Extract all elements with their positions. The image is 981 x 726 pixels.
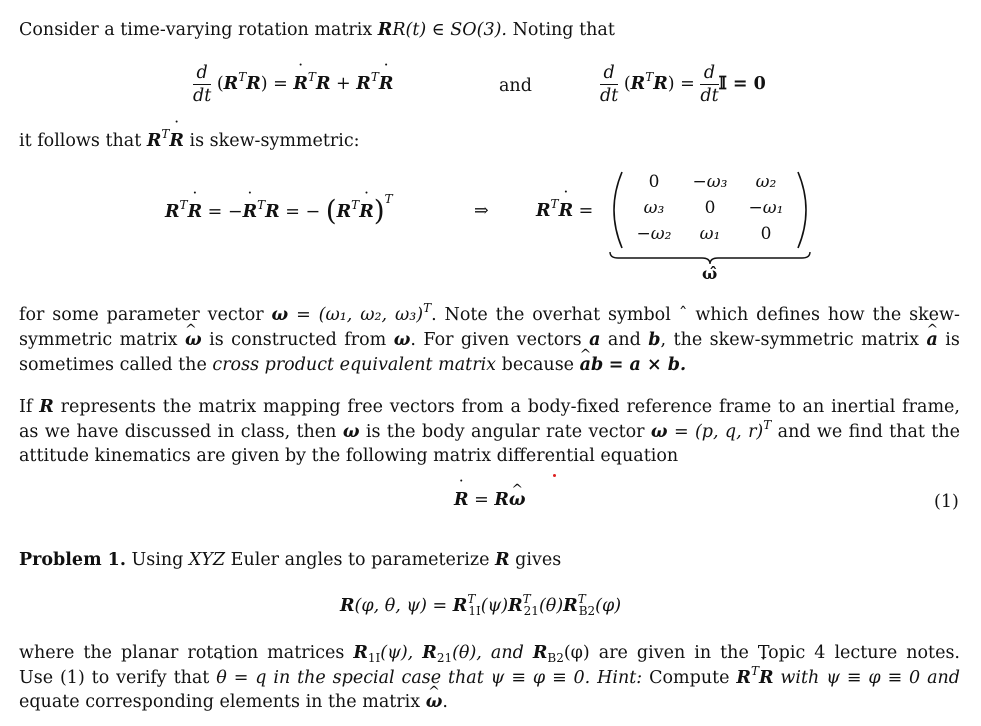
derivative-equation-left: $\frac{d}{dt}$ $(R^TR) = R$ ˙$^T$R + $R^TR$ ˙ <box>193 62 393 107</box>
problem-line: Problem 1. Using XYZ Euler angles to parameterize R gives <box>19 550 562 570</box>
skew-matrix-lhs: $R^TR$ ˙ = <box>536 199 593 223</box>
para2-line1: If R represents the matrix mapping free vectors from a body-fixed reference frame to an inertial frame, <box>19 397 960 417</box>
matrix-left-paren <box>614 172 622 248</box>
matrix-right-paren <box>798 172 806 248</box>
matrix-cell-2-2: 0 <box>704 198 716 218</box>
skew-lead: it follows that <box>19 131 142 151</box>
intro-R: R <box>377 20 393 40</box>
identity-zero: 𝕀 = 0 <box>718 74 766 94</box>
matrix-cell-2-1: ω₃ <box>643 198 665 218</box>
equation-number: (1) <box>934 492 959 512</box>
para2-line2: as we have discussed in class, then ω is the body angular rate vector ω = (p, q, r)$^T$ and we find that the <box>19 418 960 442</box>
matrix-cell-3-3: 0 <box>760 224 772 244</box>
skew-tail: is skew-symmetric: <box>189 131 360 151</box>
euler-equation: R(φ, θ, $\psi) = R^T_{1I}(\psi)R^T_{21}(\theta)R^T_{B2}(\varphi)$ <box>340 592 622 618</box>
matrix-cell-1-2: −ω₃ <box>692 172 728 192</box>
skew-equation: $R^TR$ ˙ = −R ˙$^T$R = − ($R^TR$ ˙)$^T$ <box>165 199 393 224</box>
kinematics-equation: R ˙ = Rω ^ <box>454 488 526 512</box>
intro-noting: Noting that <box>512 20 615 40</box>
matrix-cell-1-3: ω₂ <box>755 172 777 192</box>
omega-hat-label: ω̂ <box>702 264 718 283</box>
frac-d-dt-3: $\frac{d}{dt}$ <box>700 63 719 106</box>
intro-line <box>19 18 615 42</box>
intro-lead: Consider a time-varying rotation matrix <box>19 20 373 40</box>
matrix-cell-1-1: 0 <box>648 172 660 192</box>
intro-so3: R(t) ∈ SO(3). <box>392 20 507 40</box>
para3-line2: Use (1) to verify that θ ˙ = q in the special case that ψ ≡ φ ≡ 0. Hint: Compute $R^TR$ ˙ with ψ ≡ φ ≡ 0 and <box>19 666 960 690</box>
matrix-cell-3-2: ω₁ <box>699 224 721 244</box>
para1-line3: sometimes called the cross product equivalent matrix because a ^b = a × b. <box>19 353 686 377</box>
implies-arrow: ⇒ <box>474 201 489 221</box>
stray-red-dot <box>553 474 556 477</box>
and-word: and <box>499 76 532 96</box>
matrix-cell-2-3: −ω₁ <box>748 198 784 218</box>
skew-line: it follows that $R^TR$ ˙ is skew-symmetric: <box>19 129 360 153</box>
problem-label: Problem 1. <box>19 550 126 570</box>
frac-d-dt-2: $\frac{d}{dt}$ <box>600 63 619 106</box>
para3-line3: equate corresponding elements in the matrix ω ^. <box>19 690 448 714</box>
matrix-cell-3-1: −ω₂ <box>636 224 672 244</box>
para1-line2: symmetric matrix ω ^ is constructed from ω. For given vectors a and b, the skew-symmetric matrix a ^ is <box>19 328 960 352</box>
frac-d-dt: $\frac{d}{dt}$ <box>193 63 212 106</box>
para1-line1: for some parameter vector ω = (ω₁, ω₂, ω₃)$^T$. Note the overhat symbol ˆ which defines how the skew- <box>19 301 960 325</box>
para2-line3: attitude kinematics are given by the following matrix differential equation <box>19 446 679 466</box>
para3-line1: where the planar rotation matrices $R_{1I}(\psi)$, $R_{21}(\theta)$, and $R_{B2}(\varphi)$ are given in the Topic 4 lecture notes. <box>19 643 960 665</box>
derivative-equation-right: $\frac{d}{dt}$ $(R^TR)$ = $\frac{d}{dt}$ 𝕀 = 0 <box>600 63 766 106</box>
